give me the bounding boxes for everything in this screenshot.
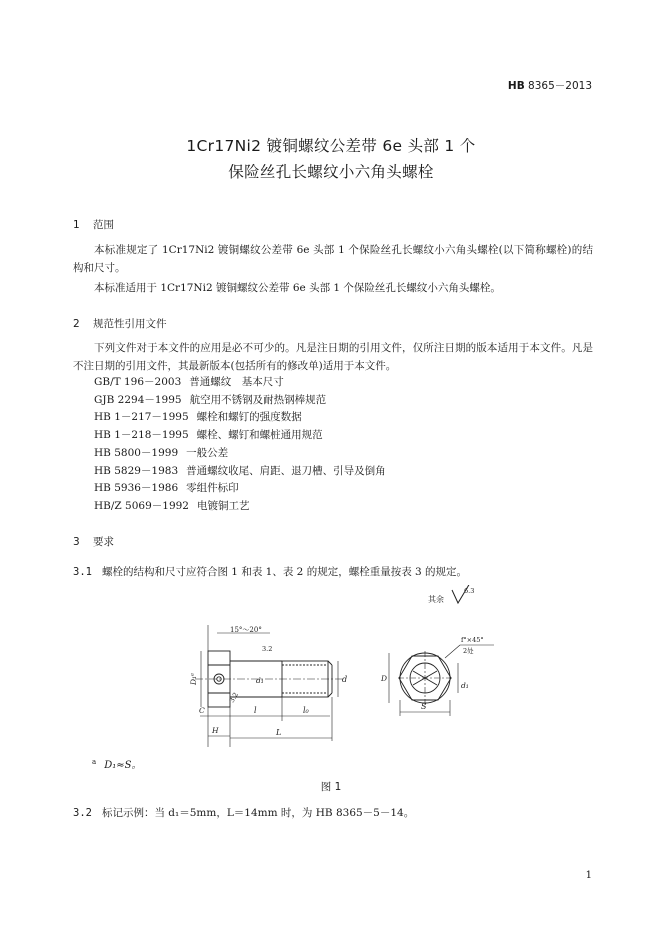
label-H: H: [212, 726, 219, 735]
label-L: L: [276, 728, 282, 737]
clause-3-2: 3.2 标记示例：当 d₁＝5mm，L＝14mm 时，为 HB 8365－5－14。: [73, 807, 415, 819]
roughness-value: 6.3: [464, 587, 475, 595]
reference-list: [94, 374, 386, 516]
document-title-line2: 保险丝孔长螺纹小六角头螺栓: [228, 163, 434, 181]
label-l0: l₀: [303, 706, 309, 715]
reference-item: HB 1－218－1995 螺栓、螺钉和螺桩通用规范: [94, 429, 323, 442]
label-D1: D₁ᵃ: [189, 673, 198, 685]
label-C: C: [199, 706, 205, 715]
roughness-label: 其余: [428, 595, 444, 604]
clause-3-1: 3.1 螺栓的结构和尺寸应符合图 1 和表 1、表 2 的规定，螺栓重量按表 3 的规定。: [73, 566, 468, 578]
label-l: l: [254, 706, 257, 715]
section-1-heading: 1 范围: [73, 219, 114, 231]
reference-item: GJB 2294－1995 航空用不锈钢及耐热钢棒规范: [94, 393, 327, 406]
section-3-heading: 3 要求: [73, 536, 114, 548]
reference-item: GB/T 196－2003 普通螺纹 基本尺寸: [94, 376, 284, 388]
holes-label: 2处: [463, 647, 474, 655]
section-2-paragraph: 下列文件对于本文件的应用是必不可少的。凡是注日期的引用文件，仅所注日期的版本适用于本文件。凡是不注日期的引用文件，其最新版本(包括所有的修改单)适用于本文件。: [73, 342, 593, 372]
standard-number: HB 8365－2013: [507, 80, 592, 92]
label-d1-side: d₁: [256, 676, 264, 685]
section-2-heading: 2 规范性引用文件: [73, 318, 167, 330]
roughness-3-2-top: 3.2: [262, 645, 273, 653]
figure-1-drawing: [0, 585, 662, 765]
section-1-paragraph-1: 本标准规定了 1Cr17Ni2 镀铜螺纹公差带 6e 头部 1 个保险丝孔长螺纹小六角头螺栓(以下简称螺栓)的结构和尺寸。: [73, 244, 593, 274]
reference-item: HB 5800－1999 一般公差: [94, 446, 229, 459]
figure-note: $^a$ D₁≈S。: [92, 757, 142, 771]
reference-item: HB 1－217－1995 螺栓和螺钉的强度数据: [94, 411, 302, 424]
reference-item: HB 5829－1983 普通螺纹收尾、肩距、退刀槽、引导及倒角: [94, 464, 386, 477]
label-D: D: [381, 674, 388, 683]
reference-item: HB 5936－1986 零组件标印: [94, 482, 239, 495]
section-1-paragraph-2: 本标准适用于 1Cr17Ni2 镀铜螺纹公差带 6e 头部 1 个保险丝孔长螺纹小六角头螺栓。: [94, 282, 501, 294]
document-title-line1: 1Cr17Ni2 镀铜螺纹公差带 6e 头部 1 个: [186, 137, 476, 155]
label-S: S: [421, 702, 427, 711]
angle-label: 15°～20°: [230, 626, 262, 634]
figure-caption: 图 1: [320, 781, 342, 793]
page-number: 1: [585, 870, 592, 881]
label-d1-end: d₁: [461, 681, 469, 690]
roughness-3-2-bottom: 3.2: [227, 691, 240, 704]
label-d: d: [342, 675, 348, 684]
reference-item: HB/Z 5069－1992 电镀铜工艺: [94, 499, 250, 512]
chamfer-label: f°×45°: [461, 636, 484, 644]
